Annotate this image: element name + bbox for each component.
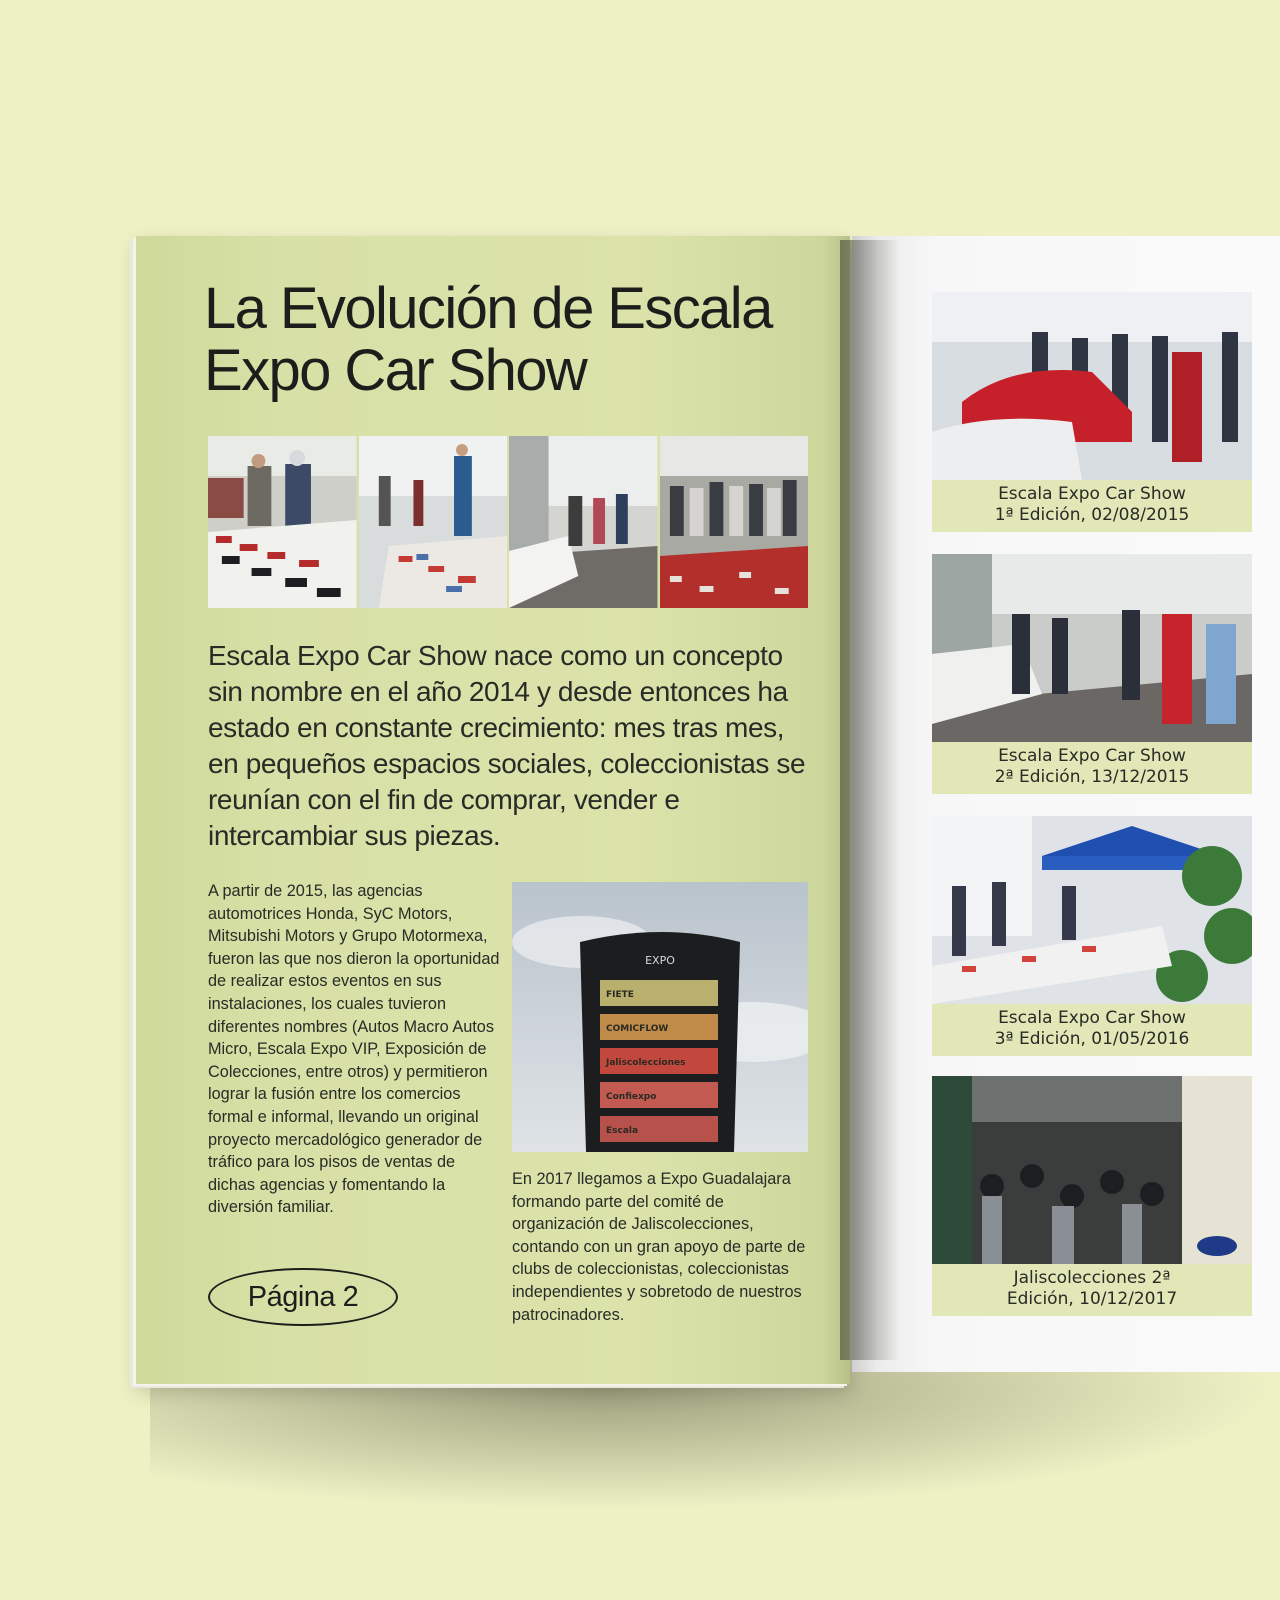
edition-3-caption: Escala Expo Car Show 3ª Edición, 01/05/2016 xyxy=(932,1004,1252,1056)
sign-row-5: Escala xyxy=(606,1126,639,1136)
photo-caption: En 2017 llegamos a Expo Guadalajara formando parte del comité de organización de Jaliscolecciones, contando con un gran apoyo de parte de clubs de coleccionistas, coleccionistas independientes y sobretodo de nuestros patrocinadores. xyxy=(512,1170,806,1324)
expo-sign-photo xyxy=(512,882,808,1152)
showroom-tables-photo xyxy=(509,436,658,608)
left-page xyxy=(136,236,850,1384)
hero-photo-strip xyxy=(208,436,808,608)
edition-1-caption: Escala Expo Car Show 1ª Edición, 02/08/2015 xyxy=(932,480,1252,532)
crowd-models-photo xyxy=(660,436,809,608)
edition-2-photo xyxy=(932,554,1252,742)
exhibition-hall-photo xyxy=(359,436,508,608)
sign-row-4: Confiexpo xyxy=(606,1092,657,1102)
edition-4-photo xyxy=(932,1076,1252,1264)
edition-3-photo xyxy=(932,816,1252,1004)
edition-card-4 xyxy=(932,1076,1252,1316)
edition-card-3 xyxy=(932,816,1252,1056)
body-paragraph: A partir de 2015, las agencias automotrices Honda, SyC Motors, Mitsubishi Motors y Grupo Motormexa, fueron las que nos dieron la oportunidad de realizar estos eventos en sus instalaciones, los cuales tuvieron diferentes nombres (Autos Macro Autos Micro, Escala Expo VIP, Exposición de Colecciones, entre otros) y permitieron lograr la fusión entre los comercios formal e informal, llevando un original proyecto mercadológico generador de tráfico para los pisos de ventas de dichas agencias y fomentando la diversión familiar. xyxy=(208,882,500,1217)
lead-paragraph: Escala Expo Car Show nace como un concepto sin nombre en el año 2014 y desde entonces ha estado en constante crecimiento: mes tras mes, en pequeños espacios sociales, coleccionistas se reunían con el fin de comprar, vender e intercambiar sus piezas. xyxy=(208,640,806,851)
edition-4-caption: Jaliscolecciones 2ª Edición, 10/12/2017 xyxy=(932,1264,1252,1316)
page-number-badge: Página 2 xyxy=(208,1268,398,1326)
collectors-table-photo xyxy=(208,436,357,608)
sign-row-3: Jaliscolecciones xyxy=(606,1058,686,1068)
sign-brand-text: EXPO xyxy=(645,954,675,967)
sign-row-2: COMICFLOW xyxy=(606,1024,669,1034)
edition-2-caption: Escala Expo Car Show 2ª Edición, 13/12/2015 xyxy=(932,742,1252,794)
right-page xyxy=(852,236,1280,1372)
sign-row-1: FIETE xyxy=(606,990,634,1000)
edition-1-photo xyxy=(932,292,1252,480)
edition-card-1 xyxy=(932,292,1252,532)
edition-card-2 xyxy=(932,554,1252,794)
article-title: La Evolución de Escala Expo Car Show xyxy=(204,276,772,403)
gutter-shadow xyxy=(840,240,900,1360)
